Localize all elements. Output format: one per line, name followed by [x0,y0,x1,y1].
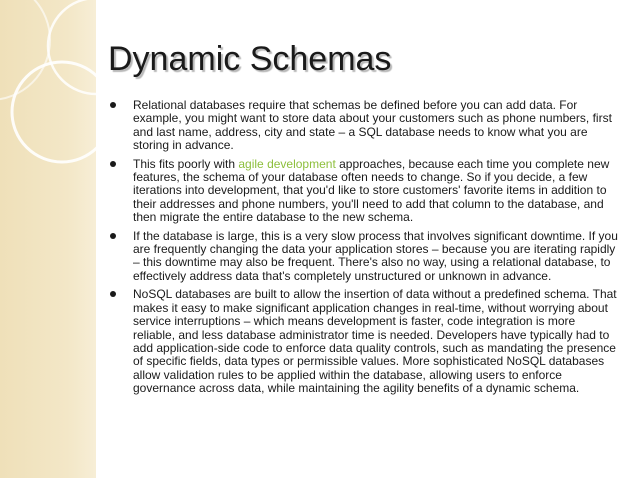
bullet-text: approaches, because each time you complete new features, the schema of your database often needs to change. So if you decide, a few iterations into development, that you'd like to store customers' favorite items in addition to their addresses and phone numbers, you'll need to add that column to the database, and then migrate the entire database to the new schema. [133,156,610,225]
bullet-text: This fits poorly with [133,156,239,171]
bullet-text: NoSQL databases are built to allow the insertion of data without a predefined schema. That makes it easy to make significant application changes in real-time, without worrying about service interruptions – which means development is faster, code integration is more reliable, and less database administrator time is needed. Developers have typically had to add application-side code to enforce data quality controls, such as mandating the presence of specific fields, data types or permissible values. More sophisticated NoSQL databases allow validation rules to be applied within the database, allowing users to enforce governance across data, while maintaining the agility benefits of a dynamic schema. [133,287,617,396]
bullet-dot-icon [110,161,116,167]
bullet-item [108,158,620,225]
bullet-list [108,99,620,401]
agile-development-link[interactable]: agile development [238,156,336,171]
bullet-item [108,99,620,153]
bullet-text: Relational databases require that schemas be defined before you can add data. For example, you might want to store data about your customers such as phone numbers, first and last name, address, city and state – a SQL database needs to know what you are storing in advance. [133,98,612,153]
bullet-item [108,230,620,284]
bullet-dot-icon [110,291,116,297]
bullet-dot-icon [110,233,116,239]
bullet-dot-icon [110,102,116,108]
slide-title: Dynamic Schemas [108,40,392,78]
bullet-text: If the database is large, this is a very slow process that involves significant downtime. If you are frequently changing the data your application stores – because you are iterating rapidly – this downtime may also be frequent. There's also no way, using a relational database, to effectively address data that's completely unstructured or unknown in advance. [133,228,618,283]
bullet-item [108,288,620,395]
